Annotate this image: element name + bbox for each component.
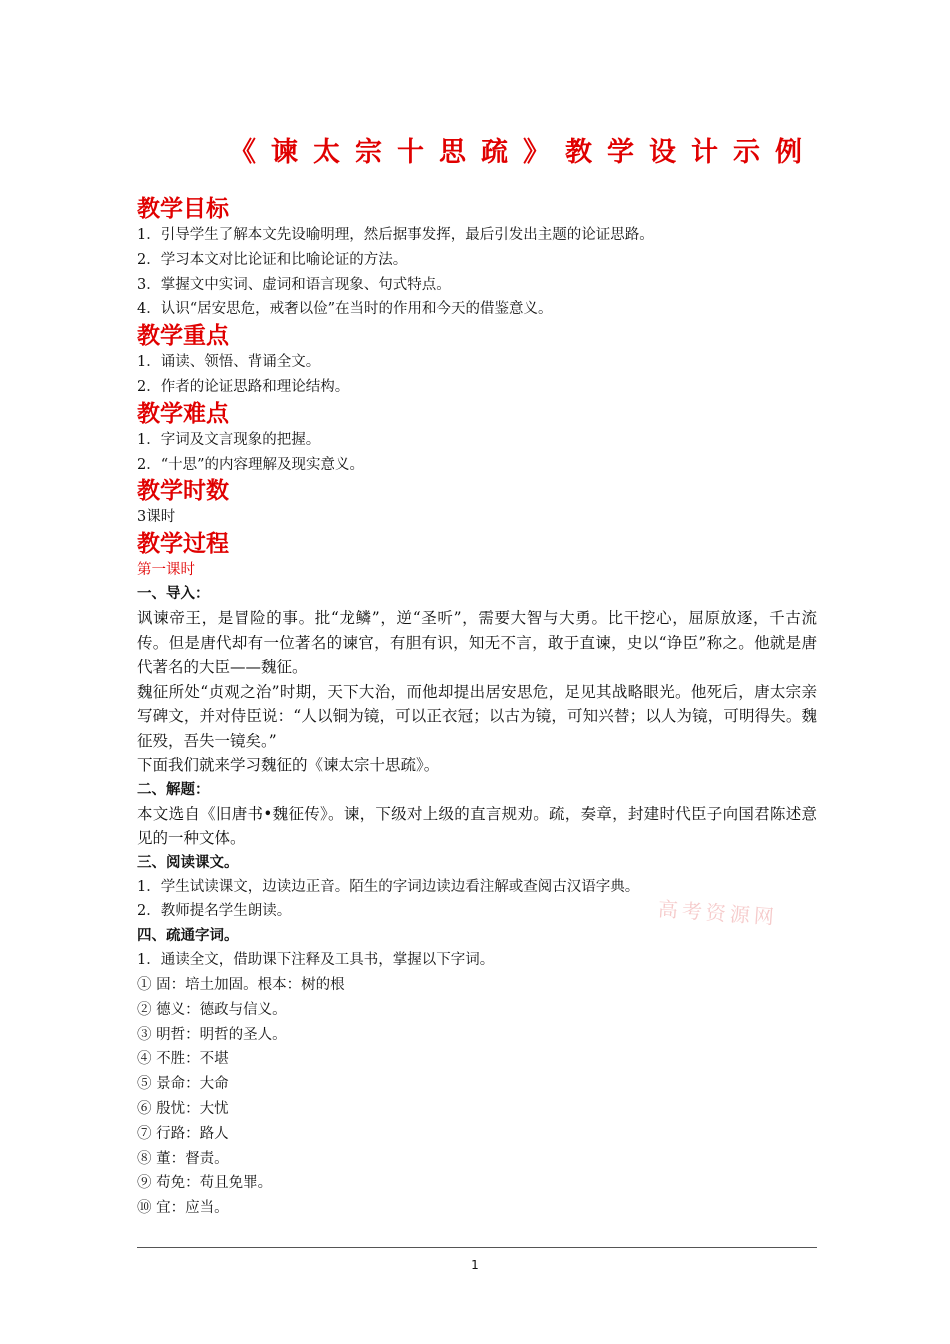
section-vocab-title: 四、疏通字词。 [137, 928, 239, 945]
key-point-item: 1．诵读、领悟、背诵全文。 [137, 354, 321, 371]
intro-paragraph: 魏征所处“贞观之治”时期，天下大治，而他却提出居安思危，足见其战略眼光。他死后，唐太宗亲写碑文，并对侍臣说：“人以铜为镜，可以正衣冠；以古为镜，可知兴替；以人为镜，可明得失。魏征殁，吾失一镜矣。” [137, 682, 817, 750]
difficulty-item: 2．“十思”的内容理解及现实意义。 [137, 456, 365, 473]
key-point-item: 2．作者的论证思路和理论结构。 [137, 378, 350, 395]
vocab-item: ⑦ 行路：路人 [137, 1125, 229, 1142]
intro-paragraph: 下面我们就来学习魏征的《谏太宗十思疏》。 [137, 756, 440, 775]
section-title-explain: 二、解题： [137, 781, 210, 798]
watermark: 高考资源网 [657, 896, 779, 930]
reading-item: 1．学生试读课文，边读边正音。陌生的字词边读边看注解或查阅古汉语字典。 [137, 878, 640, 895]
vocab-item: ① 固：培土加固。根本：树的根 [137, 977, 345, 994]
lesson-label: 第一课时 [137, 562, 195, 579]
footer-divider [137, 1247, 817, 1248]
hours-heading: 教学时数 [137, 478, 229, 505]
difficulty-item: 1．字词及文言现象的把握。 [137, 431, 321, 448]
reading-item: 2．教师提名学生朗读。 [137, 903, 292, 920]
key-points-heading: 教学重点 [137, 323, 229, 350]
section-intro-title: 一、导入： [137, 586, 210, 603]
hours-value: 3课时 [137, 509, 176, 526]
vocab-item: ⑨ 苟免：苟且免罪。 [137, 1175, 273, 1192]
vocab-item: ⑤ 景命：大命 [137, 1076, 229, 1093]
section-reading-title: 三、阅读课文。 [137, 854, 239, 871]
title-explain-paragraph: 本文选自《旧唐书•魏征传》。谏，下级对上级的直言规劝。疏，奏章，封建时代臣子向国君陈述意见的一种文体。 [137, 804, 817, 848]
goal-item: 1．引导学生了解本文先设喻明理，然后据事发挥，最后引发出主题的论证思路。 [137, 227, 654, 243]
goal-item: 2．学习本文对比论证和比喻论证的方法。 [137, 251, 408, 268]
goal-item: 3．掌握文中实词、虚词和语言现象、句式特点。 [137, 276, 451, 293]
vocab-item: ⑥ 殷忧：大忧 [137, 1101, 229, 1118]
vocab-item: ⑩ 宜：应当。 [137, 1200, 229, 1217]
vocab-item: ⑧ 董：督责。 [137, 1150, 229, 1167]
vocab-item: ④ 不胜：不堪 [137, 1051, 229, 1068]
vocab-item: ② 德义：德政与信义。 [137, 1001, 287, 1018]
process-heading: 教学过程 [137, 531, 229, 558]
difficulties-heading: 教学难点 [137, 400, 229, 427]
vocab-item: ③ 明哲：明哲的圣人。 [137, 1026, 287, 1043]
goal-item: 4．认识“居安思危，戒奢以俭”在当时的作用和今天的借鉴意义。 [137, 301, 553, 318]
goals-heading: 教学目标 [137, 196, 229, 222]
vocab-intro: 1．通读全文，借助课下注释及工具书，掌握以下字词。 [137, 952, 495, 969]
intro-paragraph: 讽谏帝王，是冒险的事。批“龙鳞”，逆“圣听”，需要大智与大勇。比干挖心，屈原放逐，千古流传。但是唐代却有一位著名的谏官，有胆有识，知无不言，敢于直谏，史以“诤臣”称之。他就是唐代著名的大臣——魏征。 [137, 609, 817, 677]
document-body [137, 195, 817, 1221]
document-title: 《谏太宗十思疏》教学设计示例 [229, 137, 817, 168]
page-number: 1 [471, 1258, 479, 1272]
